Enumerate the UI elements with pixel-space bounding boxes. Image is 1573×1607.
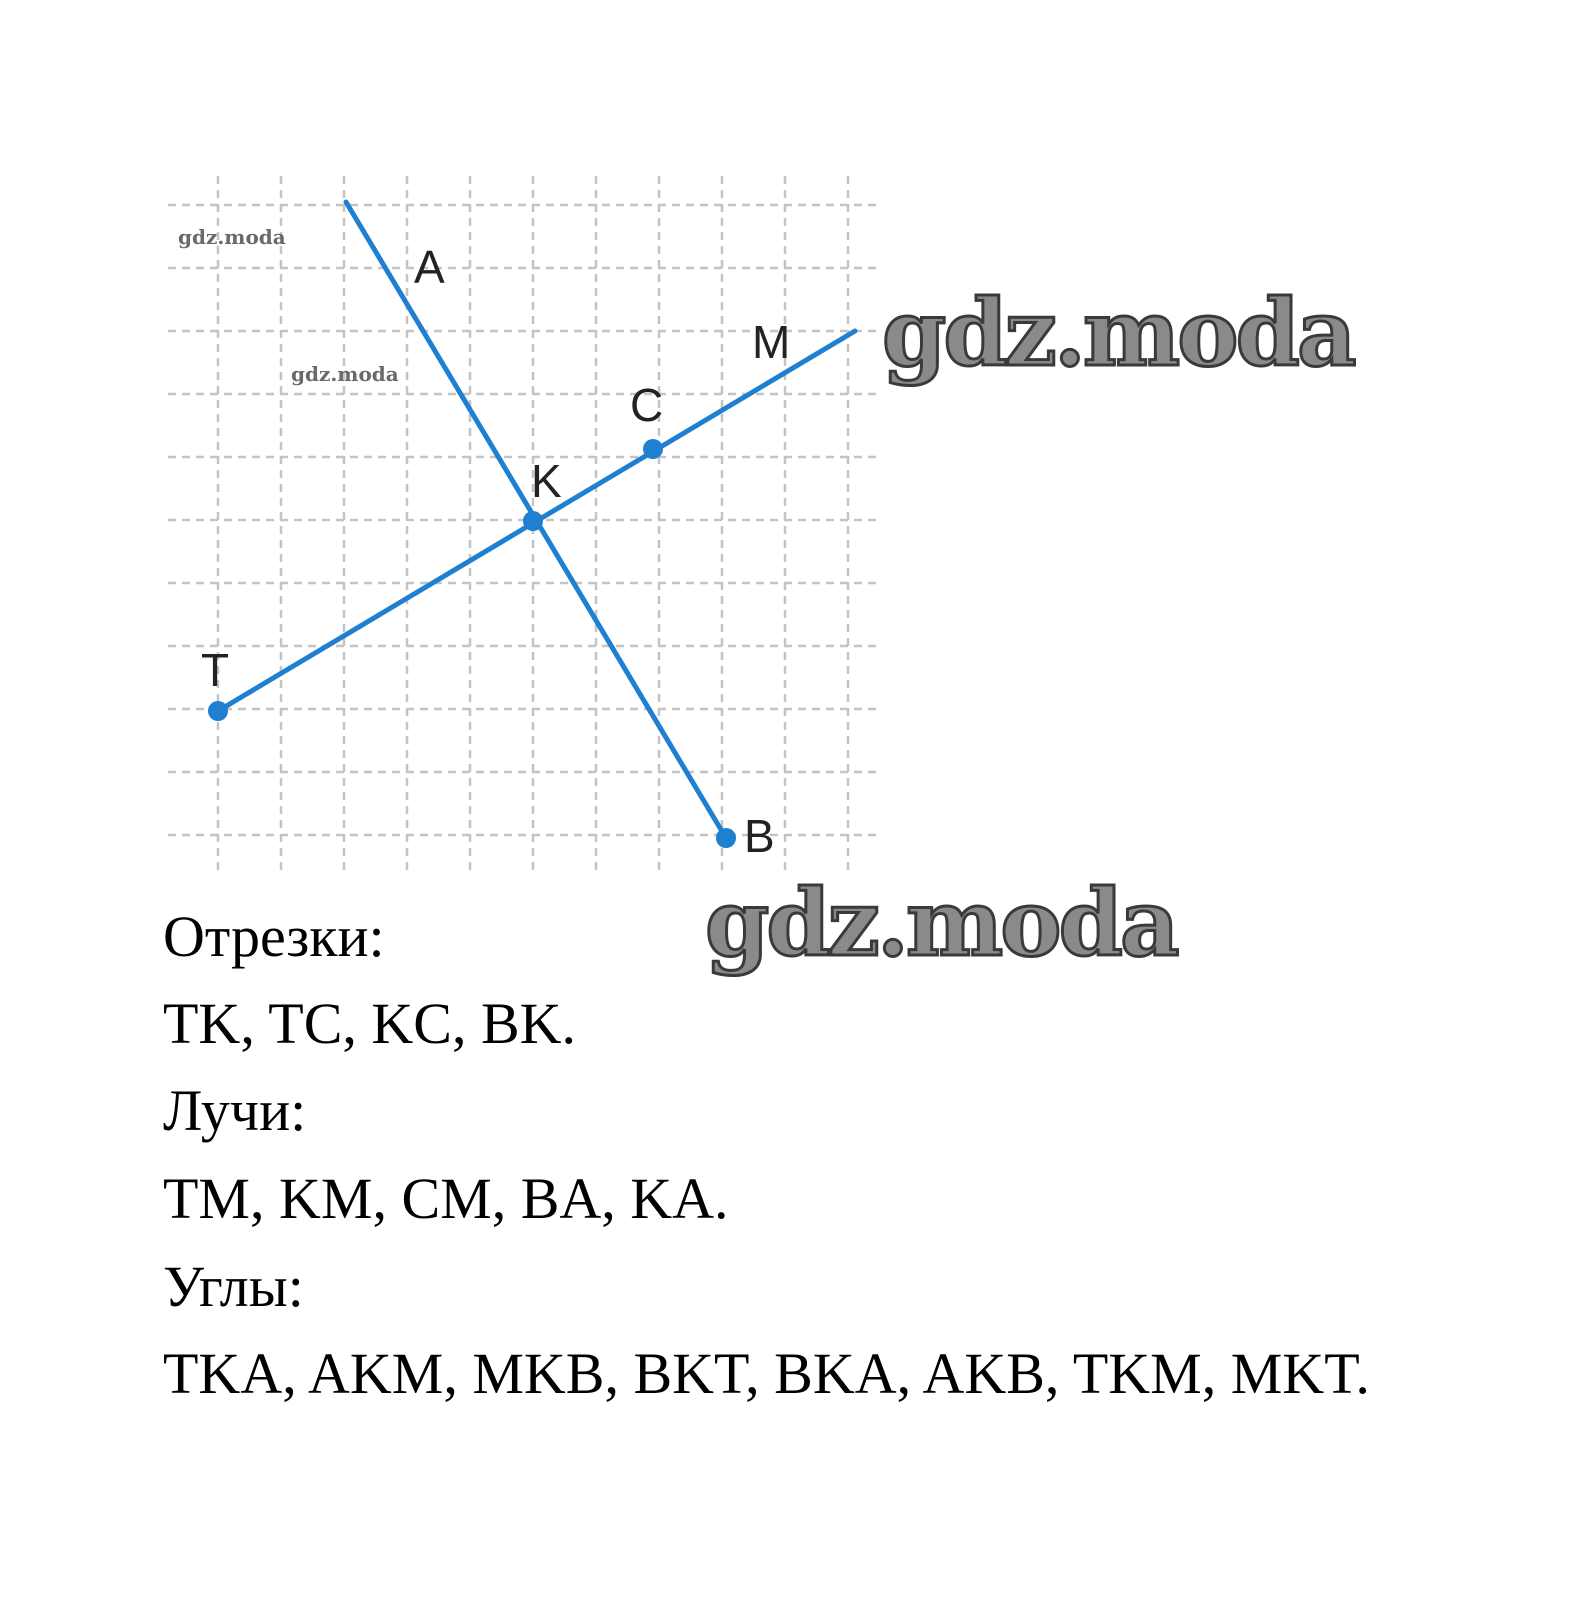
label-t: T [201, 644, 230, 696]
point-c [643, 439, 663, 459]
point-k [523, 511, 543, 531]
rays-heading: Лучи: [163, 1078, 307, 1143]
angles-heading: Углы: [163, 1254, 304, 1319]
segments-list: TK, TC, KC, BK. [163, 991, 577, 1056]
label-a: A [414, 241, 445, 293]
rays-list: TM, KM, CM, BA, KA. [163, 1166, 729, 1231]
label-m: M [752, 316, 791, 368]
watermark-small-2: gdz.moda [291, 362, 399, 386]
label-k: K [531, 455, 562, 507]
point-b [716, 828, 736, 848]
segments-heading: Отрезки: [163, 904, 385, 969]
point-t [208, 701, 228, 721]
label-c: C [630, 379, 664, 431]
watermark-big-2: gdz.moda [705, 869, 1177, 977]
angles-list: TKA, AKM, MKB, BKT, BKA, AKB, TKM, MKT. [163, 1341, 1370, 1406]
watermark-big-1: gdz.moda [882, 279, 1354, 387]
watermark-small-1: gdz.moda [178, 225, 286, 249]
label-b: B [744, 810, 775, 862]
